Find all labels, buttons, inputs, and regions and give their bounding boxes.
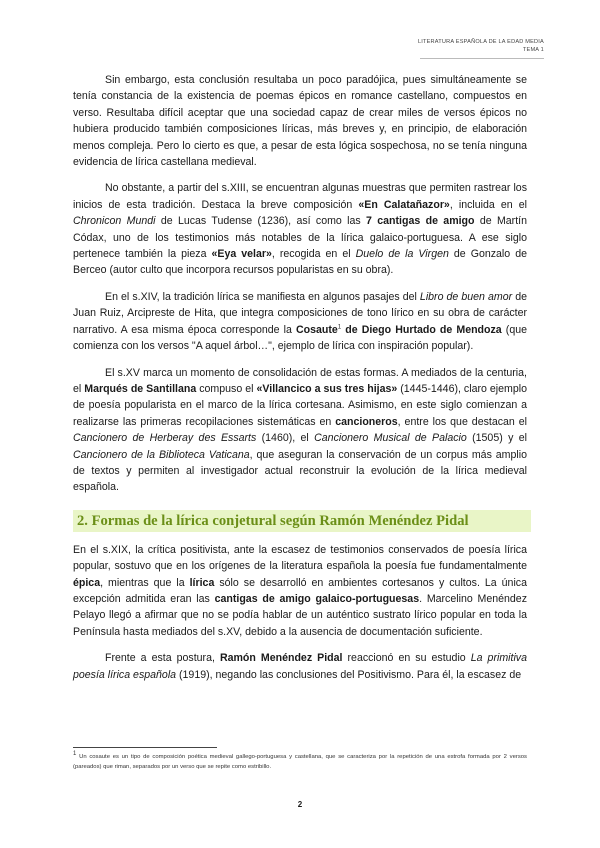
paragraph-5	[73, 542, 527, 640]
section-heading: 2. Formas de la lírica conjetural según Ramón Menéndez Pidal	[73, 510, 531, 532]
text-run: (1460), el	[256, 432, 315, 445]
bold-term: 7 cantigas de amigo	[366, 215, 475, 228]
paragraph-6	[73, 650, 527, 683]
header-rule	[420, 58, 544, 59]
footnote-mark: 1	[73, 751, 77, 758]
text-run: En el s.XIV, la tradición lírica se manifiesta en algunos pasajes del	[105, 290, 420, 303]
text-run: No obstante, a partir del s.XIII, se encuentran algunas muestras que permiten rastrear los inicios de esta tradición. Destaca la breve composición	[73, 182, 527, 211]
text-run: de Lucas Tudense (1236), así como las	[155, 215, 367, 228]
bold-term: Ramón Menéndez Pidal	[219, 652, 343, 665]
footnote	[73, 752, 527, 772]
text-run: (que comienza con los versos "A aquel árbol…", ejemplo de lírica con inspiración popular).	[73, 323, 528, 353]
work-title: Chronicon Mundi	[73, 215, 156, 228]
text-run: (1505) y el	[466, 432, 527, 445]
text-run: reaccionó en su estudio	[342, 652, 471, 665]
paragraph-4	[73, 365, 527, 496]
text-run: sólo se desarrolló en ambientes cortesanos y cultos. La única excepción admitida eran las	[73, 576, 527, 605]
paragraph-2	[73, 180, 527, 278]
text-run: (1919), negando las conclusiones del Positivismo. Para él, la escasez de	[176, 668, 522, 681]
footnote-separator	[73, 747, 217, 748]
bold-term: «En Calatañazor»	[358, 198, 450, 211]
text-run: , recogida en el	[271, 248, 356, 261]
work-title: Libro de buen amor	[419, 290, 513, 303]
text-run: compuso el	[196, 382, 257, 395]
header-unit: TEMA 1	[522, 47, 544, 53]
text-run: de Martín Códax, uno de los testimonios más notables de la lírica galaico-portuguesa. A ese siglo pertenece también la pieza	[73, 215, 527, 261]
bold-term: lírica	[189, 576, 215, 589]
header-course-title: LITERATURA ESPAÑOLA DE LA EDAD MEDIA	[417, 39, 544, 45]
bold-term: «Eya velar»	[211, 248, 272, 261]
text-run: El s.XV marca un momento de consolidación de estas formas. A mediados de la centuria, el	[73, 366, 527, 395]
work-title: Cancionero Musical de Palacio	[314, 432, 467, 445]
text-run: de Gonzalo de Berceo (autor culto que incorpora recursos popularistas en su obra).	[73, 248, 527, 277]
text-run: (1445-1446), claro ejemplo de poesía popularista en el marco de la lírica cortesana. Asimismo, en este siglo comienzan a realizarse las primeras recopilaciones sistemáticas en	[73, 382, 527, 428]
footnote-reference[interactable]: 1	[337, 324, 342, 331]
bold-term: Cosaute	[296, 323, 338, 336]
bold-term: épica	[73, 576, 101, 589]
bold-term: de Diego Hurtado de Mendoza	[341, 323, 502, 336]
paragraph-3	[73, 289, 527, 355]
footnote-text: Un cosaute es un tipo de composición poética medieval gallego-portuguesa y castellana, que se caracteriza por la repetición de una estrofa formada por 2 versos (pareados) que riman, separados por un verso que se repite como estribillo.	[73, 754, 527, 770]
bold-term: Marqués de Santillana	[84, 382, 197, 395]
work-title: Duelo de la Virgen	[355, 248, 449, 261]
bold-term: cantigas de amigo galaico-portuguesas	[214, 592, 420, 605]
paragraph-1: Sin embargo, esta conclusión resultaba un poco paradójica, pues simultáneamente se tenía constancia de la existencia de poemas épicos en romance castellano, compuestos en verso. Resultaba difícil aceptar que una sociedad capaz de crear miles de versos épicos no hubiera producido también composiciones líricas, más breves y, en principio, de elaboración menos compleja. Pero lo cierto es que, a pesar de esta lógica sospechosa, no se tenía ninguna evidencia de lírica castellana medieval.	[73, 74, 527, 169]
work-title: Cancionero de la Biblioteca Vaticana	[73, 448, 250, 461]
body-text	[73, 72, 527, 693]
text-run: Frente a esta postura,	[105, 652, 220, 665]
running-header	[418, 38, 544, 54]
work-title: Cancionero de Herberay des Essarts	[73, 432, 257, 445]
bold-term: cancioneros	[335, 415, 398, 428]
text-run: , entre los que destacan el	[397, 415, 528, 428]
text-run: , incluida en el	[449, 198, 527, 211]
text-run: , que aseguran la conservación de un corpus más amplio de textos y permiten al investigador actual reconstruir la evolución de la lírica medieval española.	[73, 448, 527, 494]
text-run: de Juan Ruiz, Arcipreste de Hita, que integra composiciones de tono lírico en su obra de carácter narrativo. A esa misma época corresponde la	[73, 290, 528, 336]
text-run: En el s.XIX, la crítica positivista, ante la escasez de testimonios conservados de poesía lírica popular, sostuvo que en los orígenes de la literatura española la poesía fue fundamentalmente	[73, 543, 527, 573]
page-number: 2	[297, 800, 303, 809]
bold-term: «Villancico a sus tres hijas»	[256, 382, 398, 395]
work-title: La primitiva poesía lírica española	[73, 652, 527, 681]
text-run: . Marcelino Menéndez Pelayo llegó a afirmar que no se podía hablar de un auténtico sustrato lírico popular en toda la Península hasta mediados del s.XV, debido a la ausencia de documentación suficiente.	[73, 592, 527, 638]
text-run: , mientras que la	[100, 576, 190, 589]
